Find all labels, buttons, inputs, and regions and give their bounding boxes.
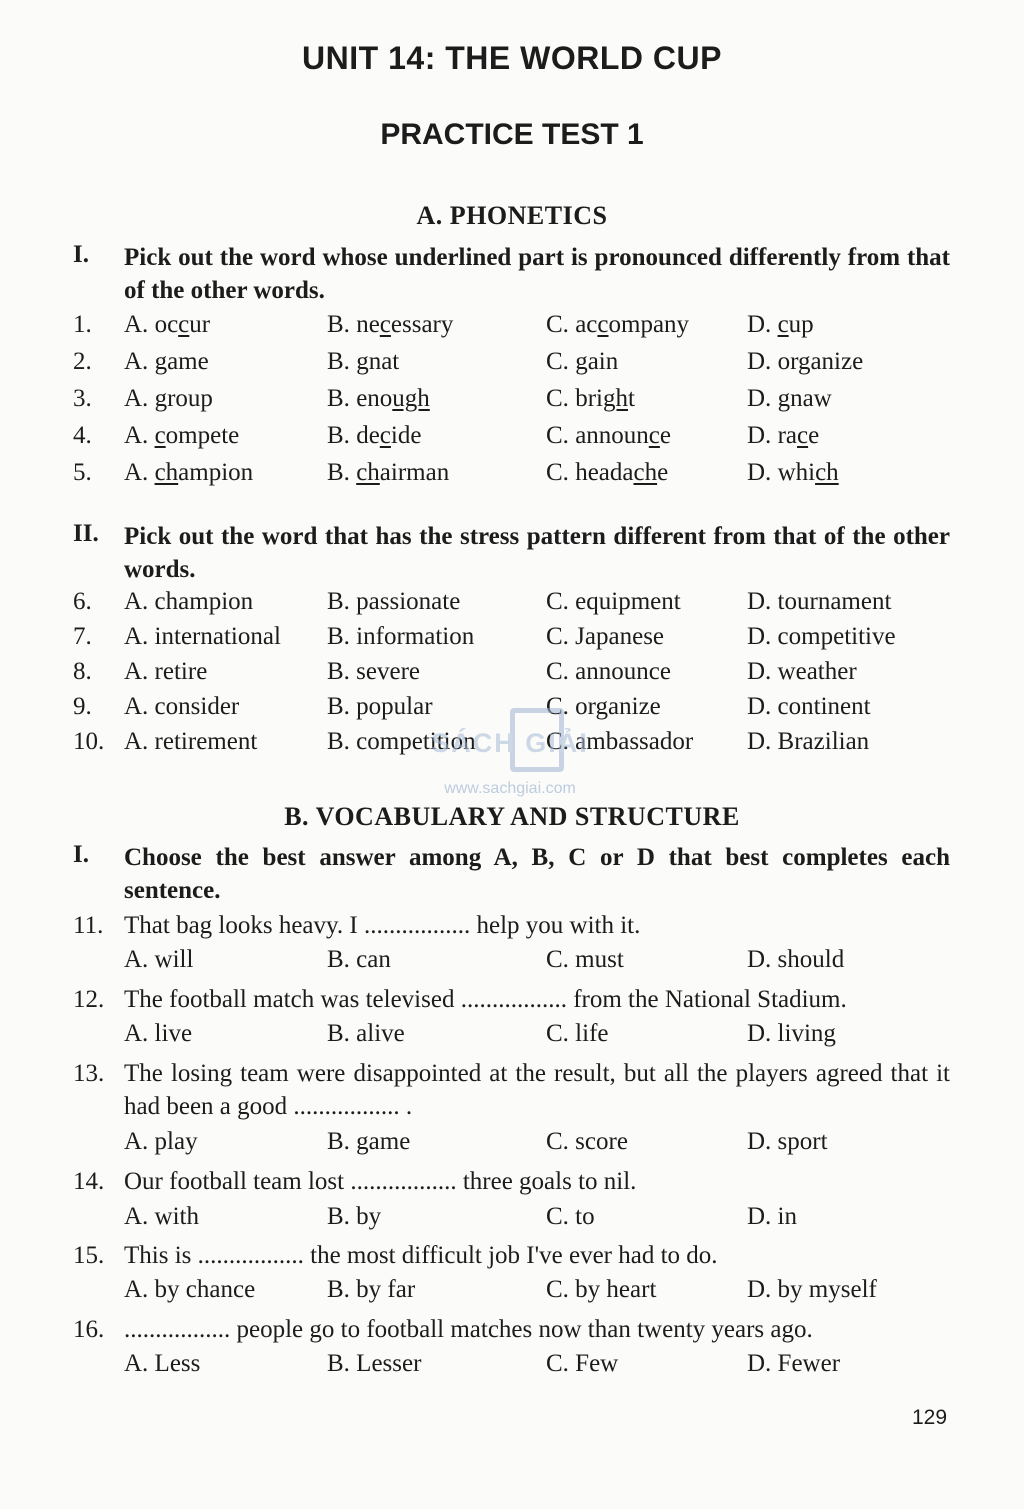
question-number: 10.	[73, 728, 105, 755]
word-part: e	[657, 459, 669, 486]
option-a	[124, 459, 253, 487]
underlined-letters: ch	[815, 459, 839, 486]
watermark-text: SÁCH GIẢI	[431, 728, 589, 758]
option-c: C. life	[546, 1020, 609, 1047]
option-a: A. retire	[124, 658, 208, 685]
word-part: nat	[368, 348, 400, 375]
underlined-letters: g	[797, 348, 811, 375]
option-letter: B.	[327, 311, 350, 338]
word-part: e	[659, 422, 672, 449]
option-d: D. competitive	[747, 623, 896, 650]
question-number: 6.	[73, 588, 92, 615]
question-number: 13.	[73, 1060, 105, 1087]
underlined-letters: c	[178, 311, 190, 338]
option-letter: D.	[747, 311, 772, 338]
option-d	[747, 385, 832, 413]
option-d: D. by myself	[747, 1276, 877, 1303]
option-letter: D.	[747, 459, 772, 486]
option-c	[546, 459, 668, 487]
section-b-heading: B. VOCABULARY AND STRUCTURE	[284, 802, 740, 831]
question-row	[0, 385, 1024, 421]
word-part: ompany	[608, 311, 690, 338]
question-row	[0, 623, 1024, 659]
question-number: 4.	[73, 422, 92, 449]
instruction: Pick out the word that has the stress pattern different from that of the other words.	[124, 523, 950, 583]
word-part: or	[777, 348, 798, 375]
question-stem: This is ................. the most difficult job I've ever had to do.	[124, 1242, 718, 1269]
question-stem: That bag looks heavy. I ................. help you with it.	[124, 912, 641, 939]
option-b: B. by	[327, 1203, 382, 1230]
question-number: 7.	[73, 623, 92, 650]
option-d: D. Brazilian	[747, 728, 870, 755]
option-c: C. Japanese	[546, 623, 665, 650]
underlined-letters: c	[777, 311, 789, 338]
word-part: essary	[390, 311, 454, 338]
option-c	[546, 348, 618, 376]
option-letter: B.	[327, 385, 350, 412]
underlined-letters: gh	[602, 385, 628, 412]
question-row	[0, 658, 1024, 694]
option-letter: C.	[546, 311, 569, 338]
option-a: A. with	[124, 1203, 199, 1230]
option-d	[747, 311, 814, 339]
options-row	[0, 1350, 1024, 1386]
underlined-letters: g	[154, 385, 168, 412]
option-d	[747, 459, 839, 487]
option-d: D. living	[747, 1020, 836, 1047]
option-a: A. play	[124, 1128, 198, 1155]
word-part: oc	[154, 311, 179, 338]
option-c	[546, 422, 671, 450]
underlined-letters: ugh	[392, 385, 430, 412]
underlined-letters: g	[154, 348, 168, 375]
watermark-url: www.sachgiai.com	[444, 780, 576, 797]
option-letter: A.	[124, 459, 149, 486]
option-a: A. live	[124, 1020, 193, 1047]
option-letter: C.	[546, 459, 569, 486]
option-letter: C.	[546, 422, 569, 449]
question-stem: The losing team were disappointed at the result, but all the players agreed that it had been a good ................. .	[124, 1060, 950, 1120]
option-a: A. by chance	[124, 1276, 256, 1303]
option-b	[327, 311, 453, 339]
underlined-letters: g	[356, 348, 369, 375]
underlined-letters: c	[154, 422, 166, 449]
option-a: A. consider	[124, 693, 240, 720]
option-c: C. by heart	[546, 1276, 657, 1303]
word-part: ompete	[165, 422, 240, 449]
option-c: C. ambassador	[546, 728, 694, 755]
part-number: II.	[73, 520, 99, 547]
question-number: 14.	[73, 1168, 105, 1195]
option-b: B. competition	[327, 728, 476, 755]
option-letter: B.	[327, 422, 350, 449]
question-row	[0, 348, 1024, 384]
word-part: ac	[575, 311, 598, 338]
question-number: 11.	[73, 912, 104, 939]
question-number: 12.	[73, 986, 105, 1013]
option-b: B. information	[327, 623, 475, 650]
question-stem: Our football team lost ................. three goals to nil.	[124, 1168, 637, 1195]
options-row	[0, 1276, 1024, 1312]
option-b: B. alive	[327, 1020, 405, 1047]
word-part: naw	[790, 385, 832, 412]
question-row	[0, 588, 1024, 624]
option-letter: D.	[747, 385, 772, 412]
question-number: 9.	[73, 693, 92, 720]
option-a: A. Less	[124, 1350, 201, 1377]
question-number: 3.	[73, 385, 92, 412]
option-d	[747, 348, 863, 376]
option-c: C. organize	[546, 693, 661, 720]
word-part: roup	[167, 385, 213, 412]
option-b: B. can	[327, 946, 391, 973]
underlined-letters: g	[777, 385, 791, 412]
option-a: A. retirement	[124, 728, 258, 755]
word-part: ra	[777, 422, 797, 449]
question-number: 5.	[73, 459, 92, 486]
question-number: 1.	[73, 311, 92, 338]
options-row	[0, 1128, 1024, 1164]
question-stem: ................. people go to football matches now than twenty years ago.	[124, 1316, 813, 1343]
option-b: B. by far	[327, 1276, 416, 1303]
underlined-letters: g	[575, 348, 588, 375]
option-c	[546, 385, 635, 413]
option-d: D. sport	[747, 1128, 828, 1155]
question-row	[0, 311, 1024, 347]
section-a-heading: A. PHONETICS	[416, 201, 608, 230]
instruction: Pick out the word whose underlined part is pronounced differently from that of the other words.	[124, 244, 950, 304]
option-letter: A.	[124, 385, 149, 412]
word-part: t	[627, 385, 635, 412]
word-part: ampion	[178, 459, 254, 486]
question-row	[0, 459, 1024, 495]
option-letter: C.	[546, 385, 569, 412]
option-letter: A.	[124, 348, 149, 375]
question-number: 8.	[73, 658, 92, 685]
question-stem: The football match was televised ................. from the National Stadium.	[124, 986, 847, 1013]
word-part: e	[808, 422, 820, 449]
options-row	[0, 1203, 1024, 1239]
option-b	[327, 348, 399, 376]
option-letter: D.	[747, 422, 772, 449]
word-part: ne	[356, 311, 380, 338]
option-b: B. passionate	[327, 588, 461, 615]
question-number: 15.	[73, 1242, 105, 1269]
option-letter: A.	[124, 311, 149, 338]
option-a	[124, 311, 210, 339]
word-part: eno	[356, 385, 393, 412]
options-row	[0, 946, 1024, 982]
watermark	[410, 706, 610, 806]
options-row	[0, 1020, 1024, 1056]
test-title: PRACTICE TEST 1	[380, 118, 644, 151]
option-a: A. champion	[124, 588, 254, 615]
option-b: B. popular	[327, 693, 433, 720]
underlined-letters: ch	[633, 459, 658, 486]
question-number: 2.	[73, 348, 92, 375]
underlined-letters: c	[379, 311, 391, 338]
option-letter: D.	[747, 348, 772, 375]
option-d: D. continent	[747, 693, 871, 720]
word-part: ur	[189, 311, 211, 338]
question-number: 16.	[73, 1316, 105, 1343]
option-letter: B.	[327, 459, 350, 486]
option-c: C. score	[546, 1128, 628, 1155]
word-part: up	[788, 311, 814, 338]
unit-title: UNIT 14: THE WORLD CUP	[302, 40, 722, 76]
option-c: C. to	[546, 1203, 595, 1230]
page-number: 129	[912, 1406, 948, 1429]
option-d	[747, 422, 819, 450]
option-b	[327, 385, 430, 413]
underlined-letters: ch	[154, 459, 179, 486]
word-part: anize	[810, 348, 864, 375]
part-number: I.	[73, 241, 89, 268]
question-row	[0, 422, 1024, 458]
word-part: airman	[379, 459, 450, 486]
option-a: A. will	[124, 946, 194, 973]
option-b	[327, 459, 449, 487]
part-number: I.	[73, 841, 89, 868]
option-b: B. severe	[327, 658, 421, 685]
instruction: Choose the best answer among A, B, C or D that best completes each sentence.	[124, 844, 950, 904]
underlined-letters: c	[796, 422, 809, 449]
option-a	[124, 348, 209, 376]
word-part: announ	[575, 422, 649, 449]
option-c	[546, 311, 689, 339]
underlined-letters: c	[597, 311, 609, 338]
option-letter: B.	[327, 348, 350, 375]
underlined-letters: c	[379, 422, 391, 449]
option-d: D. in	[747, 1203, 797, 1230]
word-part: bri	[575, 385, 603, 412]
option-letter: C.	[546, 348, 569, 375]
word-part: heada	[575, 459, 634, 486]
option-b: B. Lesser	[327, 1350, 422, 1377]
option-b: B. game	[327, 1128, 411, 1155]
option-c: C. must	[546, 946, 624, 973]
option-d: D. tournament	[747, 588, 892, 615]
option-a	[124, 422, 239, 450]
word-part: whi	[777, 459, 816, 486]
option-d: D. Fewer	[747, 1350, 841, 1377]
option-d: D. weather	[747, 658, 857, 685]
word-part: ame	[167, 348, 209, 375]
word-part: ain	[587, 348, 619, 375]
option-c: C. equipment	[546, 588, 681, 615]
underlined-letters: c	[648, 422, 660, 449]
option-a	[124, 385, 213, 413]
option-d: D. should	[747, 946, 845, 973]
option-c: C. Few	[546, 1350, 619, 1377]
option-b	[327, 422, 421, 450]
word-part: de	[356, 422, 380, 449]
option-letter: A.	[124, 422, 149, 449]
option-c: C. announce	[546, 658, 671, 685]
option-a: A. international	[124, 623, 281, 650]
word-part: ide	[390, 422, 422, 449]
underlined-letters: ch	[356, 459, 380, 486]
